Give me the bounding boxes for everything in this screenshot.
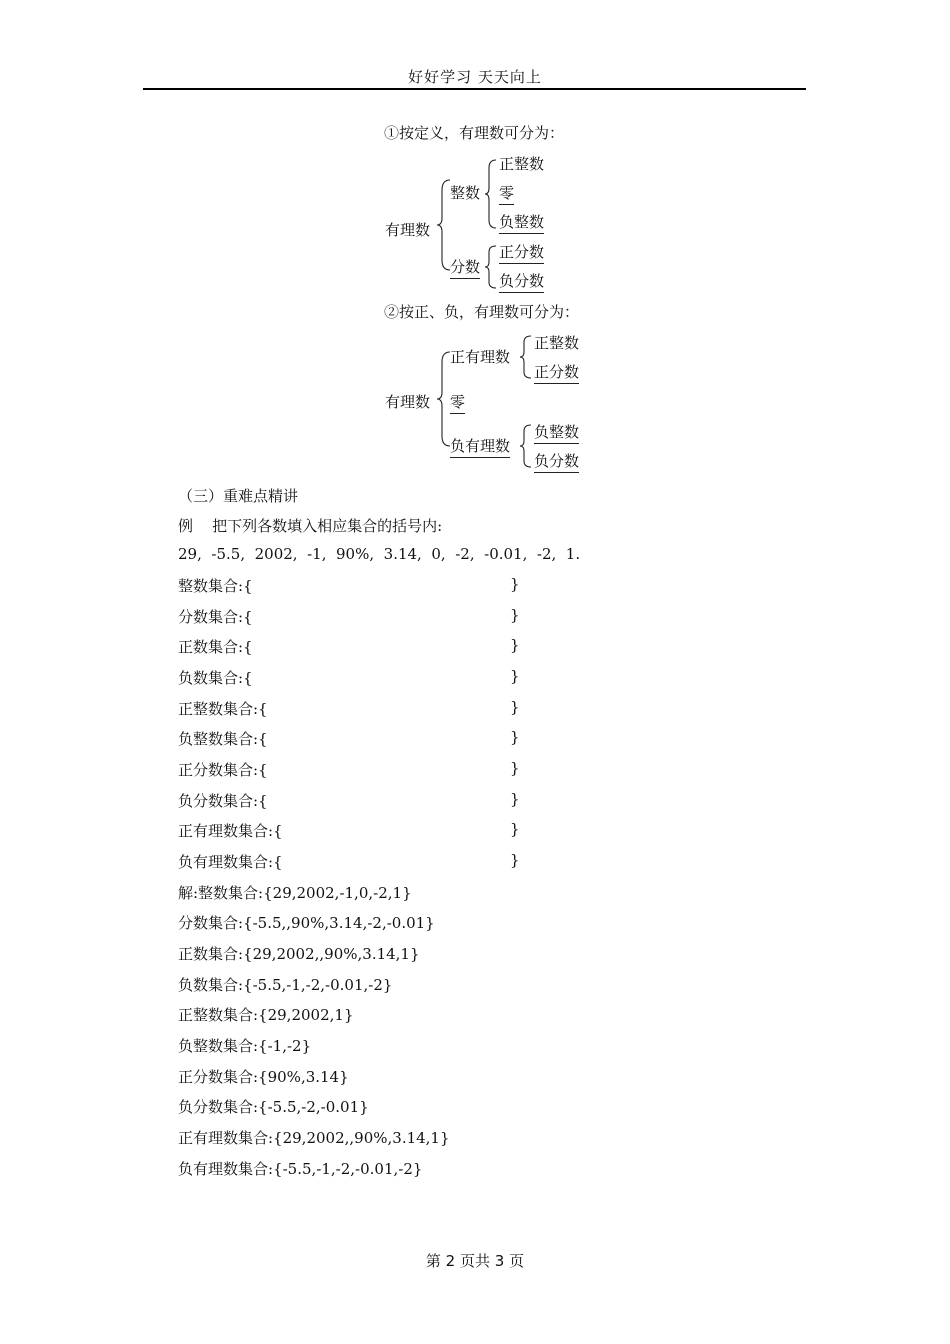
answer-line: 分数集合:{-5.5,,90%,3.14,-2,-0.01} bbox=[178, 914, 435, 932]
answer-line: 解:整数集合:{29,2002,-1,0,-2,1} bbox=[178, 884, 412, 902]
example-prompt: 例 把下列各数填入相应集合的括号内: bbox=[178, 517, 443, 535]
set-label: 负整数集合:{ bbox=[178, 730, 268, 748]
set-close-brace: } bbox=[510, 851, 520, 869]
answer-line: 负分数集合:{-5.5,-2,-0.01} bbox=[178, 1098, 369, 1116]
set-label: 整数集合:{ bbox=[178, 577, 253, 595]
set-label: 分数集合:{ bbox=[178, 608, 253, 626]
diagram2-negative-brace bbox=[519, 423, 533, 469]
set-close-brace: } bbox=[510, 698, 520, 716]
set-close-brace: } bbox=[510, 636, 520, 654]
set-close-brace: } bbox=[510, 820, 520, 838]
set-label: 正整数集合:{ bbox=[178, 700, 268, 718]
answer-line: 正有理数集合:{29,2002,,90%,3.14,1} bbox=[178, 1129, 450, 1147]
diagram2-negative-fraction: 负分数 bbox=[534, 450, 579, 473]
diagram1-negative-integer: 负整数 bbox=[499, 211, 544, 234]
diagram2-negative-integer: 负整数 bbox=[534, 421, 579, 444]
set-label: 正数集合:{ bbox=[178, 638, 253, 656]
set-close-brace: } bbox=[510, 759, 520, 777]
diagram2-positive-brace bbox=[519, 334, 533, 380]
diagram2-negative-rational: 负有理数 bbox=[450, 435, 510, 458]
answer-line: 正数集合:{29,2002,,90%,3.14,1} bbox=[178, 945, 420, 963]
diagram2-positive-integer: 正整数 bbox=[534, 334, 580, 352]
diagram2-zero: 零 bbox=[450, 391, 465, 414]
number-list: 29, -5.5, 2002, -1, 90%, 3.14, 0, -2, -0.01, -2, 1. bbox=[178, 545, 581, 563]
header-rule bbox=[143, 88, 806, 90]
set-label: 正有理数集合:{ bbox=[178, 822, 283, 840]
set-close-brace: } bbox=[510, 667, 520, 685]
diagram1-integer-brace bbox=[484, 158, 498, 230]
answer-line: 负数集合:{-5.5,-1,-2,-0.01,-2} bbox=[178, 976, 393, 994]
set-label: 负有理数集合:{ bbox=[178, 853, 283, 871]
set-close-brace: } bbox=[510, 606, 520, 624]
classification-heading-1: ①按定义，有理数可分为： bbox=[384, 124, 565, 142]
answer-line: 正整数集合:{29,2002,1} bbox=[178, 1006, 354, 1024]
diagram1-positive-fraction: 正分数 bbox=[499, 241, 544, 264]
section-title: （三）重难点精讲 bbox=[178, 487, 299, 505]
diagram1-fraction: 分数 bbox=[450, 256, 480, 279]
set-label: 正分数集合:{ bbox=[178, 761, 268, 779]
diagram1-zero: 零 bbox=[499, 182, 514, 205]
diagram2-root: 有理数 bbox=[385, 393, 431, 411]
classification-heading-2: ②按正、负，有理数可分为： bbox=[384, 303, 580, 321]
set-label: 负分数集合:{ bbox=[178, 792, 268, 810]
diagram1-fraction-brace bbox=[484, 244, 498, 290]
set-close-brace: } bbox=[510, 575, 520, 593]
set-close-brace: } bbox=[510, 790, 520, 808]
diagram2-positive-rational: 正有理数 bbox=[450, 348, 511, 366]
diagram1-positive-integer: 正整数 bbox=[499, 155, 545, 173]
answer-line: 负整数集合:{-1,-2} bbox=[178, 1037, 312, 1055]
answer-line: 正分数集合:{90%,3.14} bbox=[178, 1068, 349, 1086]
diagram2-positive-fraction: 正分数 bbox=[534, 361, 579, 384]
diagram1-root: 有理数 bbox=[385, 221, 431, 239]
diagram1-integer: 整数 bbox=[450, 184, 481, 202]
set-close-brace: } bbox=[510, 728, 520, 746]
page-footer: 第 2 页共 3 页 bbox=[425, 1252, 525, 1270]
page-header-title: 好好学习 天天向上 bbox=[408, 68, 542, 86]
diagram1-negative-fraction: 负分数 bbox=[499, 270, 544, 293]
answer-line: 负有理数集合:{-5.5,-1,-2,-0.01,-2} bbox=[178, 1160, 423, 1178]
set-label: 负数集合:{ bbox=[178, 669, 253, 687]
